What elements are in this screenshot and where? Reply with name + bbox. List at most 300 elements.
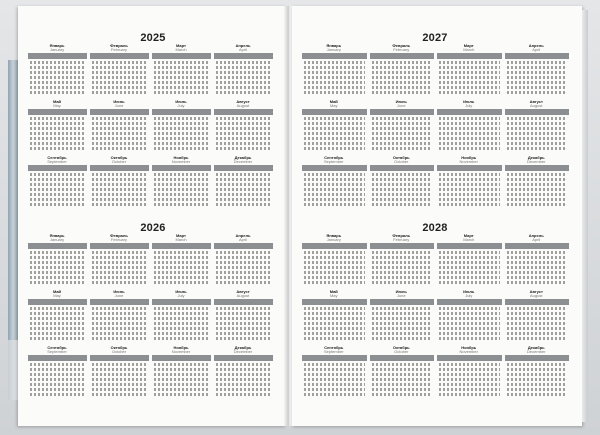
day-row [92,81,147,84]
day-row [372,363,433,366]
month-title: Январь [49,43,65,48]
day-row [304,363,365,366]
month-title: Февраль [110,233,128,238]
day-row [154,388,209,391]
day-row [304,188,365,191]
day-row [304,276,365,279]
day-row [372,66,433,69]
day-row [154,122,209,125]
day-row [216,317,271,320]
day-row [154,322,209,325]
month-title-english: March [175,47,187,52]
day-row [216,256,271,259]
month-title: Февраль [392,43,411,48]
day-row [439,127,500,130]
month-title-english: April [532,47,541,52]
day-row [92,127,147,130]
day-row [92,61,147,64]
day-row [304,327,365,330]
month-title: Май [329,99,338,104]
day-row [304,117,365,120]
day-row [92,76,147,79]
day-row [92,368,147,371]
day-row [30,337,85,340]
day-row [154,81,209,84]
day-row [507,117,568,120]
day-row [372,368,433,371]
month-title: Ноябрь [173,155,189,160]
day-row [372,132,433,135]
day-row [92,276,147,279]
day-row [216,137,271,140]
week-number-header-bar [28,355,87,361]
month-title: Апрель [528,233,544,238]
day-row [507,81,568,84]
month-title-english: February [393,47,410,52]
day-row [439,383,500,386]
year-title-2027: 2027 [422,32,448,44]
month-title-english: October [111,159,127,164]
week-number-header-bar [302,165,367,171]
day-row [92,203,147,206]
week-number-header-bar [152,299,211,305]
day-row [507,378,568,381]
month-title: Август [236,289,250,294]
day-row [92,86,147,89]
month-title-english: December [527,349,546,354]
day-row [439,317,500,320]
day-row [30,91,85,94]
month-title-english: July [465,103,473,108]
month-title-english: July [465,293,473,298]
day-row [30,117,85,120]
month-title: Декабрь [527,155,545,160]
day-row [507,203,568,206]
day-row [507,281,568,284]
week-number-header-bar [152,355,211,361]
day-row [439,122,500,125]
day-row [372,276,433,279]
day-row [507,307,568,310]
day-row [507,198,568,201]
month-title-english: October [111,349,127,354]
day-row [154,256,209,259]
day-row [439,271,500,274]
month-title: Январь [326,233,342,238]
day-row [216,198,271,201]
day-row [154,91,209,94]
day-row [439,193,500,196]
day-row [507,183,568,186]
day-row [507,373,568,376]
day-row [372,383,433,386]
day-row [304,142,365,145]
month-title-english: June [114,293,124,298]
month-title: Май [329,289,338,294]
day-row [372,188,433,191]
month-title-english: March [463,237,475,242]
day-row [304,281,365,284]
day-row [30,193,85,196]
day-row [92,256,147,259]
day-row [439,378,500,381]
day-row [30,81,85,84]
day-row [30,256,85,259]
day-row [439,276,500,279]
month-title-english: September [47,159,67,164]
month-title: Март [463,43,474,48]
day-row [216,276,271,279]
day-row [216,76,271,79]
day-row [372,271,433,274]
day-row [304,76,365,79]
day-row [30,178,85,181]
day-row [507,256,568,259]
day-row [439,251,500,254]
day-row [154,251,209,254]
day-row [372,117,433,120]
day-row [216,363,271,366]
day-row [439,312,500,315]
day-row [304,256,365,259]
day-row [30,312,85,315]
week-number-header-bar [90,53,149,59]
week-number-header-bar [302,109,367,115]
day-row [216,203,271,206]
day-row [372,317,433,320]
day-row [216,147,271,150]
day-row [507,317,568,320]
month-title: Июнь [113,289,125,294]
day-row [439,61,500,64]
day-row [216,373,271,376]
week-number-header-bar [370,243,435,249]
week-number-header-bar [370,53,435,59]
week-number-header-bar [28,109,87,115]
day-row [30,122,85,125]
day-row [304,178,365,181]
day-row [372,198,433,201]
day-row [304,332,365,335]
day-row [304,127,365,130]
day-row [507,132,568,135]
day-row [154,132,209,135]
day-row [372,203,433,206]
month-title: Июль [463,289,475,294]
day-row [439,203,500,206]
day-row [439,178,500,181]
month-title-english: November [459,159,478,164]
day-row [304,378,365,381]
month-title: Январь [326,43,342,48]
month-title-english: January [49,237,65,242]
day-row [30,317,85,320]
day-row [304,86,365,89]
month-title: Апрель [235,43,251,48]
day-row [372,86,433,89]
month-title: Март [176,43,186,48]
month-title-english: December [233,349,253,354]
day-row [154,378,209,381]
day-row [216,337,271,340]
week-number-header-bar [437,355,502,361]
week-number-header-bar [505,53,570,59]
week-number-header-bar [214,109,273,115]
day-row [439,281,500,284]
day-row [304,337,365,340]
day-row [216,142,271,145]
day-row [439,86,500,89]
week-number-header-bar [505,299,570,305]
day-row [439,307,500,310]
day-row [154,183,209,186]
day-row [154,127,209,130]
day-row [92,317,147,320]
day-row [439,327,500,330]
day-row [154,332,209,335]
week-number-header-bar [302,243,367,249]
day-row [216,117,271,120]
day-row [507,137,568,140]
day-row [92,91,147,94]
day-row [30,251,85,254]
day-row [30,76,85,79]
week-number-header-bar [90,355,149,361]
year-title-2028: 2028 [422,222,448,234]
day-row [30,307,85,310]
week-number-header-bar [152,165,211,171]
week-number-header-bar [28,299,87,305]
day-row [507,173,568,176]
day-row [304,173,365,176]
month-title: Июль [463,99,475,104]
month-title: Август [529,99,543,104]
day-row [154,66,209,69]
day-row [30,332,85,335]
day-row [154,178,209,181]
day-row [372,122,433,125]
day-row [92,307,147,310]
day-row [439,132,500,135]
day-row [372,312,433,315]
day-row [216,271,271,274]
day-row [92,178,147,181]
day-row [372,173,433,176]
day-row [30,147,85,150]
left-page [18,6,286,426]
month-title-english: December [527,159,546,164]
day-row [30,393,85,396]
day-row [92,266,147,269]
day-row [372,61,433,64]
week-number-header-bar [505,165,570,171]
month-title-english: August [236,293,250,298]
day-row [92,137,147,140]
day-row [507,332,568,335]
month-title-english: August [236,103,250,108]
month-title-english: February [393,237,410,242]
day-row [439,81,500,84]
day-row [30,203,85,206]
day-row [216,261,271,264]
page-edge-left [8,60,18,340]
day-row [30,71,85,74]
day-row [30,378,85,381]
day-row [30,137,85,140]
day-row [372,127,433,130]
day-row [92,147,147,150]
day-row [304,383,365,386]
day-row [439,71,500,74]
day-row [154,368,209,371]
day-row [30,127,85,130]
day-row [507,363,568,366]
month-title-english: April [238,237,247,242]
month-title: Январь [49,233,65,238]
year-title-2026: 2026 [140,222,166,234]
week-number-header-bar [437,109,502,115]
day-row [216,61,271,64]
page-edge-left-lower [8,340,18,400]
day-row [507,261,568,264]
day-row [372,76,433,79]
day-row [154,373,209,376]
day-row [439,393,500,396]
day-row [216,188,271,191]
day-row [507,251,568,254]
month-title-english: August [530,103,543,108]
day-row [439,76,500,79]
day-row [507,61,568,64]
day-row [92,122,147,125]
month-title: Июль [175,99,187,104]
day-row [372,327,433,330]
month-title-english: February [110,237,127,242]
day-row [304,137,365,140]
day-row [92,66,147,69]
month-title: Сентябрь [324,155,344,160]
month-title-english: March [175,237,187,242]
day-row [439,373,500,376]
day-row [507,337,568,340]
week-number-header-bar [505,109,570,115]
day-row [30,383,85,386]
week-number-header-bar [152,109,211,115]
day-row [154,307,209,310]
month-title: Июль [175,289,187,294]
day-row [216,122,271,125]
day-row [154,203,209,206]
day-row [154,327,209,330]
day-row [92,71,147,74]
week-number-header-bar [28,165,87,171]
month-title: Сентябрь [47,345,67,350]
month-title: Май [52,289,62,294]
month-title-english: January [326,237,341,242]
day-row [154,317,209,320]
month-title-english: December [233,159,253,164]
day-row [507,147,568,150]
day-row [507,327,568,330]
day-row [372,378,433,381]
month-title-english: April [238,47,247,52]
day-row [439,66,500,69]
month-title: Сентябрь [47,155,67,160]
day-row [154,363,209,366]
month-title-english: June [114,103,124,108]
day-row [507,127,568,130]
day-row [154,383,209,386]
month-title-english: July [177,293,185,298]
day-row [304,91,365,94]
day-row [154,71,209,74]
month-title-english: January [49,47,65,52]
day-row [216,378,271,381]
day-row [304,147,365,150]
day-row [304,203,365,206]
day-row [92,373,147,376]
month-title: Октябрь [392,345,410,350]
month-title: Август [529,289,543,294]
day-row [439,337,500,340]
month-title: Февраль [110,43,128,48]
month-title-english: November [171,349,191,354]
right-page [292,6,582,426]
day-row [92,198,147,201]
day-row [30,173,85,176]
day-row [154,86,209,89]
month-title: Декабрь [527,345,545,350]
day-row [92,173,147,176]
day-row [30,66,85,69]
day-row [30,266,85,269]
month-title-english: February [110,47,127,52]
day-row [154,147,209,150]
week-number-header-bar [214,355,273,361]
day-row [507,76,568,79]
day-row [92,142,147,145]
day-row [439,198,500,201]
day-row [216,86,271,89]
day-row [372,281,433,284]
day-row [216,178,271,181]
week-number-header-bar [505,355,570,361]
week-number-header-bar [302,299,367,305]
day-row [372,332,433,335]
day-row [216,322,271,325]
day-row [92,271,147,274]
day-row [92,332,147,335]
day-row [439,91,500,94]
week-number-header-bar [370,109,435,115]
day-row [439,173,500,176]
day-row [216,327,271,330]
month-title: Октябрь [110,345,128,350]
day-row [304,271,365,274]
week-number-header-bar [90,299,149,305]
day-row [439,261,500,264]
day-row [92,383,147,386]
week-number-header-bar [437,165,502,171]
day-row [507,393,568,396]
day-row [30,198,85,201]
day-row [439,147,500,150]
day-row [439,137,500,140]
day-row [92,188,147,191]
week-number-header-bar [90,243,149,249]
day-row [507,276,568,279]
day-row [154,193,209,196]
